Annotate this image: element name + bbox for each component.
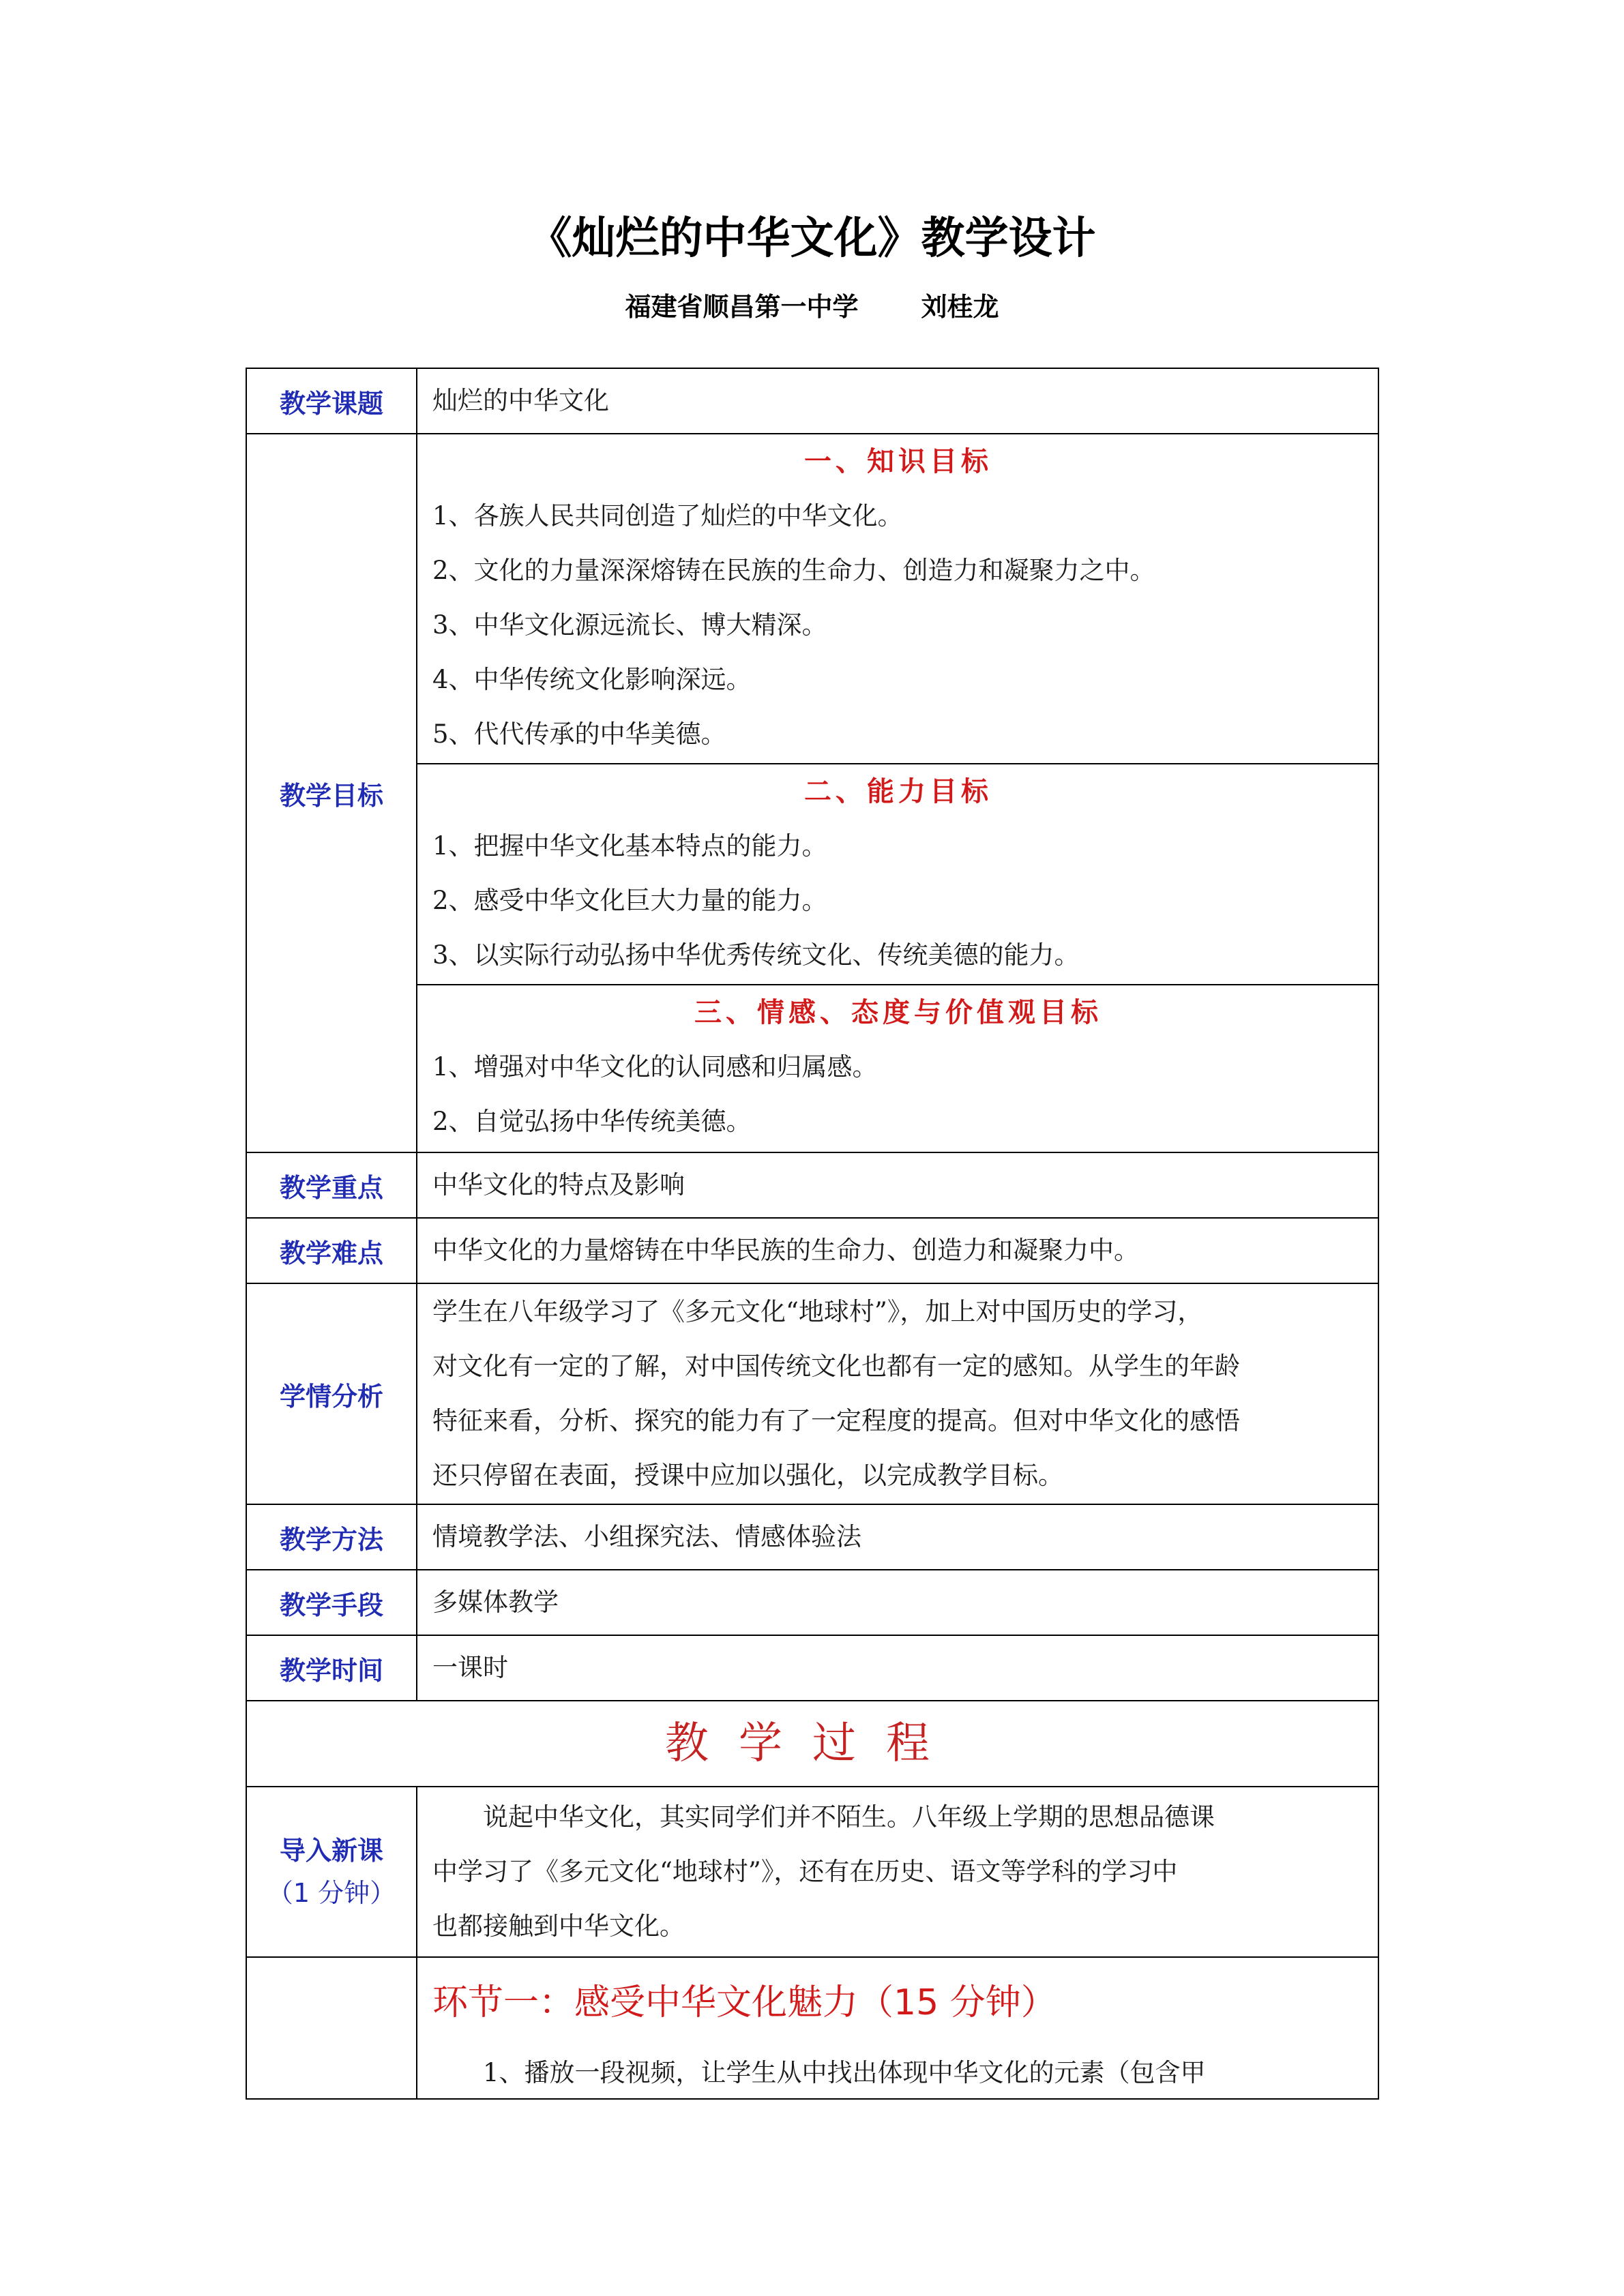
author-line xyxy=(0,286,1624,327)
row-goals xyxy=(246,434,1378,1152)
row-time xyxy=(246,1635,1378,1701)
knowledge-item: 2、文化的力量深深熔铸在民族的生命力、创造力和凝聚力之中。 xyxy=(432,556,1155,585)
value-time: 一课时 xyxy=(417,1635,1378,1701)
process-title-cell xyxy=(246,1701,1378,1787)
intro-content xyxy=(417,1787,1378,1957)
emotion-item: 1、增强对中华文化的认同感和归属感。 xyxy=(432,1052,878,1082)
knowledge-item: 3、中华文化源远流长、博大精深。 xyxy=(432,610,827,640)
knowledge-item: 4、中华传统文化影响深远。 xyxy=(432,665,752,694)
label-goals: 教学目标 xyxy=(246,434,417,1152)
row-analysis xyxy=(246,1283,1378,1504)
label-difficulty: 教学难点 xyxy=(246,1218,417,1283)
value-method: 情境教学法、小组探究法、情感体验法 xyxy=(417,1504,1378,1570)
analysis-content xyxy=(417,1283,1378,1504)
lesson-plan-table xyxy=(246,368,1379,2100)
ability-goals xyxy=(417,763,1378,984)
value-key-point: 中华文化的特点及影响 xyxy=(417,1152,1378,1218)
row-stage1 xyxy=(246,1957,1378,2099)
label-topic: 教学课题 xyxy=(246,368,417,434)
label-method: 教学方法 xyxy=(246,1504,417,1570)
ability-item: 1、把握中华文化基本特点的能力。 xyxy=(432,831,827,861)
analysis-line: 对文化有一定的了解，对中国传统文化也都有一定的感知。从学生的年龄 xyxy=(432,1352,1240,1381)
stage1-content xyxy=(417,1957,1378,2099)
value-means: 多媒体教学 xyxy=(417,1570,1378,1635)
ability-item: 3、以实际行动弘扬中华优秀传统文化、传统美德的能力。 xyxy=(432,940,1080,970)
intro-duration: （1 分钟） xyxy=(267,1878,396,1908)
value-difficulty: 中华文化的力量熔铸在中华民族的生命力、创造力和凝聚力中。 xyxy=(417,1218,1378,1283)
emotion-goals xyxy=(417,984,1378,1149)
analysis-line: 特征来看，分析、探究的能力有了一定程度的提高。但对中华文化的感悟 xyxy=(432,1406,1240,1435)
intro-line: 说起中华文化，其实同学们并不陌生。八年级上学期的思想品德课 xyxy=(483,1802,1215,1832)
row-topic xyxy=(246,368,1378,434)
ability-heading: 二、能力目标 xyxy=(804,775,992,807)
value-topic: 灿烂的中华文化 xyxy=(417,368,1378,434)
analysis-line: 还只停留在表面，授课中应加以强化，以完成教学目标。 xyxy=(432,1461,1063,1490)
process-title: 教学过程 xyxy=(665,1718,960,1769)
label-analysis: 学情分析 xyxy=(246,1283,417,1504)
ability-item: 2、感受中华文化巨大力量的能力。 xyxy=(432,886,827,915)
row-means xyxy=(246,1570,1378,1635)
author-school: 福建省顺昌第一中学 xyxy=(625,292,859,322)
goals-content xyxy=(417,434,1378,1152)
stage1-line: 1、播放一段视频，让学生从中找出体现中华文化的元素（包含甲 xyxy=(483,2058,1206,2087)
row-difficulty xyxy=(246,1218,1378,1283)
row-key-point xyxy=(246,1152,1378,1218)
stage1-label-cell xyxy=(246,1957,417,2099)
label-intro xyxy=(246,1787,417,1957)
intro-title: 导入新课 xyxy=(279,1836,383,1866)
analysis-line: 学生在八年级学习了《多元文化“地球村”》，加上对中国历史的学习， xyxy=(432,1297,1203,1326)
knowledge-item: 5、代代传承的中华美德。 xyxy=(432,719,726,749)
label-means: 教学手段 xyxy=(246,1570,417,1635)
knowledge-item: 1、各族人民共同创造了灿烂的中华文化。 xyxy=(432,501,903,531)
row-intro xyxy=(246,1787,1378,1957)
emotion-item: 2、自觉弘扬中华传统美德。 xyxy=(432,1107,752,1136)
emotion-heading: 三、情感、态度与价值观目标 xyxy=(694,996,1102,1028)
row-process-title xyxy=(246,1701,1378,1787)
intro-line: 也都接触到中华文化。 xyxy=(432,1911,685,1941)
document-title: 《灿烂的中华文化》教学设计 xyxy=(528,213,1096,264)
stage1-title: 环节一：感受中华文化魅力（15 分钟） xyxy=(432,1982,1057,2023)
knowledge-goals xyxy=(417,434,1378,763)
label-time: 教学时间 xyxy=(246,1635,417,1701)
author-name: 刘桂龙 xyxy=(921,292,999,322)
label-key-point: 教学重点 xyxy=(246,1152,417,1218)
row-method xyxy=(246,1504,1378,1570)
intro-line: 中学习了《多元文化“地球村”》，还有在历史、语文等学科的学习中 xyxy=(432,1857,1178,1886)
knowledge-heading: 一、知识目标 xyxy=(804,445,992,477)
